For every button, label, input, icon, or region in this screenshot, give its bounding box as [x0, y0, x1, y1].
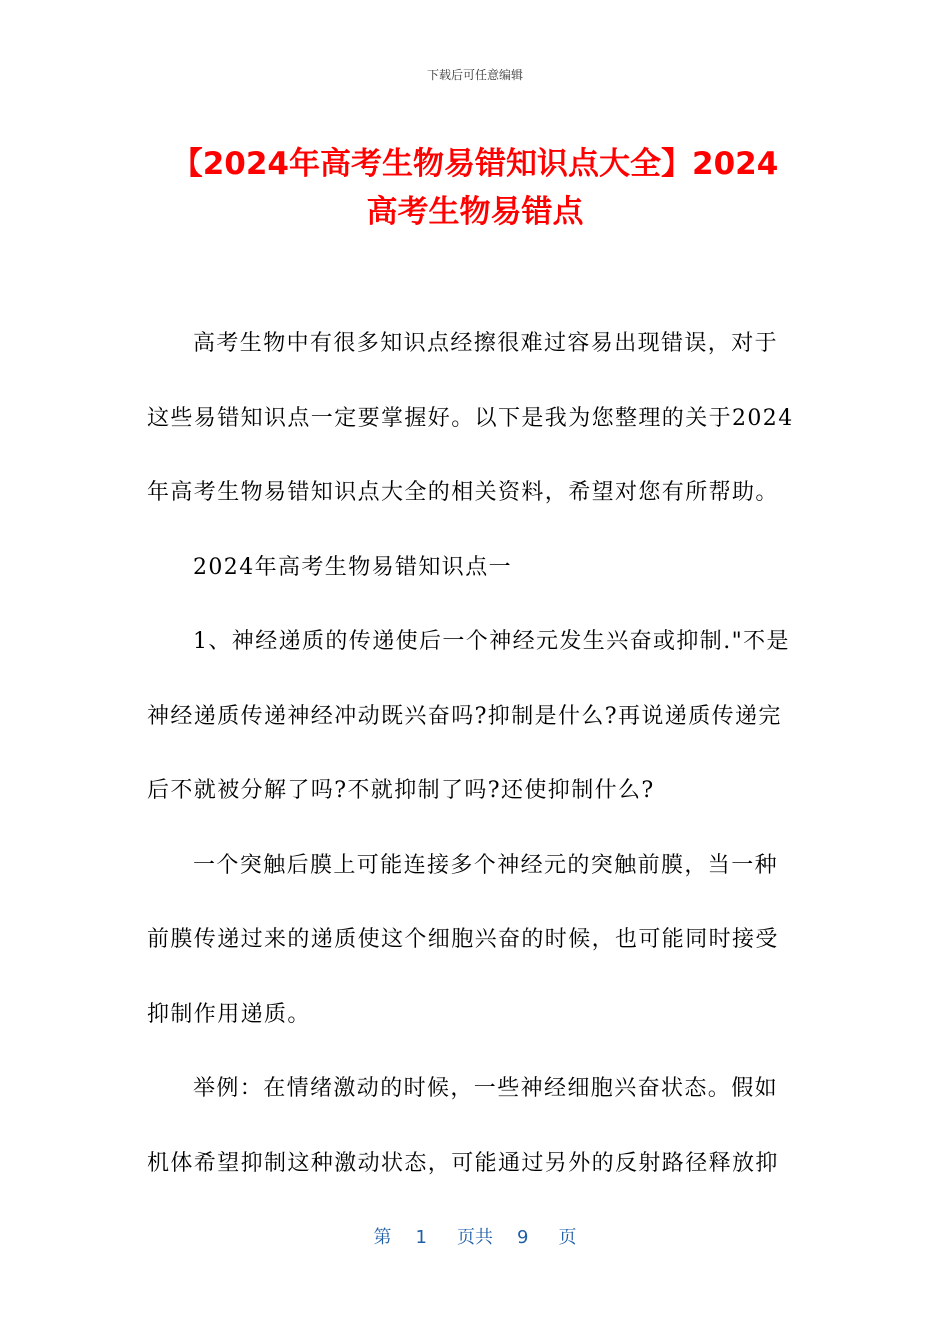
document-body — [147, 319, 807, 1213]
header-note: 下载后可任意编辑 — [426, 68, 523, 82]
paragraph-line: 高考生物中有很多知识点经擦很难过容易出现错误，对于 — [193, 331, 779, 356]
footer-label-page: 第 — [373, 1227, 392, 1248]
footer-current-page: 1 — [415, 1227, 427, 1248]
footer-label-end: 页 — [558, 1227, 577, 1248]
footer-label-of: 页共 — [457, 1227, 493, 1248]
paragraph-line: 神经递质传递神经冲动既兴奋吗?抑制是什么?再说递质传递完 — [147, 703, 782, 729]
document-title — [120, 140, 830, 236]
paragraph-line: 这些易错知识点一定要掌握好。以下是我为您整理的关于2024 — [147, 405, 794, 431]
title-line-2: 高考生物易错点 — [366, 194, 584, 230]
paragraph-line: 年高考生物易错知识点大全的相关资料，希望对您有所帮助。 — [147, 480, 779, 505]
paragraph-line: 后不就被分解了吗?不就抑制了吗?还使抑制什么? — [147, 778, 655, 803]
page-footer — [0, 1226, 950, 1250]
paragraph-line: 1、神经递质的传递使后一个神经元发生兴奋或抑制."不是 — [193, 629, 790, 654]
paragraph-line: 举例：在情绪激动的时候，一些神经细胞兴奋状态。假如 — [193, 1076, 779, 1101]
paragraph-line: 机体希望抑制这种激动状态，可能通过另外的反射路径释放抑 — [147, 1150, 779, 1176]
title-line-1: 【2024年高考生物易错知识点大全】2024 — [171, 146, 779, 182]
paragraph-line: 一个突触后膜上可能连接多个神经元的突触前膜，当一种 — [193, 852, 779, 878]
footer-total-pages: 9 — [517, 1227, 529, 1248]
paragraph-line: 抑制作用递质。 — [147, 1001, 311, 1027]
section-heading: 2024年高考生物易错知识点一 — [193, 554, 512, 580]
paragraph-line: 前膜传递过来的递质使这个细胞兴奋的时候，也可能同时接受 — [147, 927, 779, 952]
